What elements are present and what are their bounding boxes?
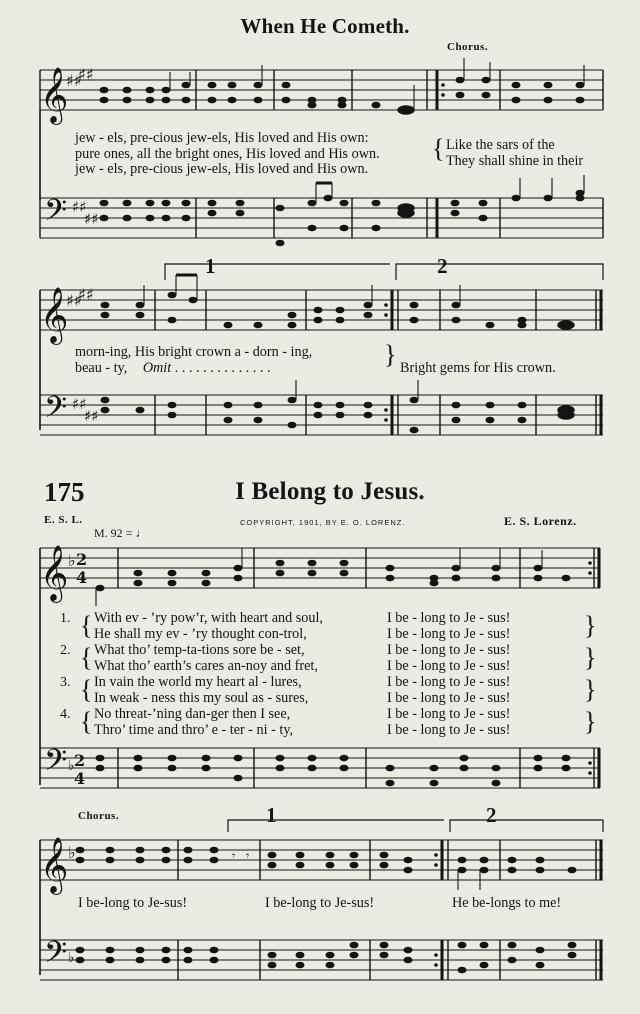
- svg-text:2: 2: [74, 751, 86, 770]
- hymn1-line: pure ones, all the bright ones, His loved and His own.: [75, 145, 380, 162]
- chorus-words-2: I be-long to Je-sus!: [265, 895, 375, 911]
- brace: }: [584, 707, 597, 736]
- hymn1-line: jew - els, pre-cious jew-els, His loved and His own.: [75, 161, 369, 178]
- verse-number: 4.: [60, 707, 71, 722]
- svg-text:♯♯: ♯♯: [84, 210, 99, 228]
- hymn-title-i-belong-to-jesus: I Belong to Jesus.: [235, 478, 425, 505]
- lyric-beauty: beau - ty,: [75, 360, 128, 376]
- refrain-line: I be - long to Je - sus!: [387, 610, 511, 626]
- svg-text:𝄞: 𝄞: [40, 287, 69, 343]
- ending-2-label-175: 2: [486, 803, 497, 827]
- staff-3-notes: [96, 548, 571, 606]
- brace: }: [584, 675, 597, 704]
- brace: {: [80, 643, 93, 672]
- hymn-number: 175: [44, 477, 85, 507]
- hymn1-verse-lines: [75, 131, 380, 178]
- svg-text:𝄾: 𝄾: [232, 849, 236, 863]
- refrain-line: I be - long to Je - sus!: [387, 658, 511, 674]
- svg-text:♯♯: ♯♯: [72, 198, 87, 216]
- svg-text:𝄞: 𝄞: [40, 67, 69, 123]
- omit-label: Omit: [142, 360, 172, 376]
- verse: [60, 707, 620, 739]
- svg-text:4: 4: [76, 568, 88, 587]
- staff-4-bass: [40, 936, 603, 980]
- ending-2-label: 2: [437, 254, 448, 278]
- svg-text:♭: ♭: [68, 950, 75, 966]
- hymn1-row2-line: morn-ing, His bright crown a - dorn - ing,: [75, 344, 313, 360]
- ending-1-label: 1: [205, 254, 216, 278]
- svg-text:𝄢: 𝄢: [44, 194, 68, 235]
- verse-number: 1.: [60, 611, 71, 626]
- svg-text:♯♯: ♯♯: [84, 407, 99, 425]
- svg-text:𝄞: 𝄞: [40, 545, 69, 601]
- chorus-words-1: I be-long to Je-sus!: [78, 895, 188, 911]
- refrain-line: I be - long to Je - sus!: [387, 674, 511, 690]
- verse-line-a: No threat-’ning dan-ger then I see,: [94, 706, 291, 722]
- hymn1-chorus-line: They shall shine in their: [446, 152, 584, 169]
- staff-3-bass: [40, 744, 600, 788]
- staff-4-bass-notes: [76, 942, 577, 974]
- svg-text:2: 2: [76, 550, 88, 569]
- hymn1-row2-line-b: [75, 361, 271, 377]
- svg-text:♭: ♭: [68, 758, 75, 774]
- svg-text:♯♯: ♯♯: [72, 395, 87, 413]
- staff-1-notes: [100, 58, 585, 114]
- verse-number: 2.: [60, 643, 71, 658]
- staff-2-notes: [101, 275, 575, 329]
- refrain-line: I be - long to Je - sus!: [387, 626, 511, 642]
- verse-line-b: He shall my ev - ’ry thought con-trol,: [94, 626, 307, 642]
- verse: [60, 611, 620, 643]
- staff-1-bass-notes: [100, 175, 585, 246]
- svg-text:𝄾: 𝄾: [246, 849, 250, 863]
- chorus-label: Chorus.: [447, 41, 489, 53]
- svg-text:𝄢: 𝄢: [44, 744, 68, 785]
- chorus-words-3: He be-longs to me!: [452, 895, 562, 911]
- svg-text:♯♯: ♯♯: [78, 65, 94, 84]
- svg-text:♯♯: ♯♯: [66, 291, 82, 310]
- verse-line-b: Thro’ time and thro’ e - ter - ni - ty,: [94, 722, 294, 738]
- verse-line-a: With ev - ’ry pow’r, with heart and soul,: [94, 610, 323, 626]
- verse-number: 3.: [60, 675, 71, 690]
- composer-credit: E. S. Lorenz.: [504, 514, 577, 528]
- hymn1-line: jew - els, pre-cious jew-els, His loved and His own:: [75, 130, 369, 146]
- verse: [60, 675, 620, 707]
- hymn-title-when-he-cometh: When He Cometh.: [240, 14, 410, 38]
- staff-4-notes: [76, 847, 577, 890]
- verse-line-a: In vain the world my heart al - lures,: [94, 674, 302, 690]
- verse-line-a: What tho’ temp-ta-tions sore be - set,: [94, 642, 305, 658]
- lyricist-credit: E. S. L.: [44, 514, 83, 526]
- hymn1-chorus-line: Like the sars of the: [446, 137, 555, 153]
- brace: {: [432, 134, 445, 163]
- copyright-notice: COPYRIGHT, 1901, BY E. O. LORENZ.: [240, 518, 406, 527]
- brace: }: [584, 643, 597, 672]
- svg-text:𝄞: 𝄞: [40, 837, 69, 893]
- refrain-line: I be - long to Je - sus!: [387, 722, 511, 738]
- verse: [60, 643, 620, 675]
- omit-dots: . . . . . . . . . . . . . .: [174, 360, 271, 376]
- brace: }: [384, 340, 397, 369]
- refrain-line: I be - long to Je - sus!: [387, 706, 511, 722]
- svg-text:♯♯: ♯♯: [78, 285, 94, 304]
- svg-text:♯♯: ♯♯: [66, 71, 82, 90]
- verse-line-b: What tho’ earth’s cares an-noy and fret,: [94, 658, 318, 674]
- svg-text:4: 4: [74, 769, 86, 788]
- refrain-line: I be - long to Je - sus!: [387, 690, 511, 706]
- verses-block: [60, 611, 620, 739]
- svg-text:𝄢: 𝄢: [44, 391, 68, 432]
- svg-text:𝄢: 𝄢: [44, 936, 68, 977]
- chorus-label-175: Chorus.: [78, 810, 120, 822]
- brace: {: [80, 707, 93, 736]
- brace: {: [80, 611, 93, 640]
- brace: }: [584, 611, 597, 640]
- verse-line-b: In weak - ness this my soul as - sures,: [94, 690, 309, 706]
- metronome-mark: M. 92 = ♩: [94, 526, 148, 540]
- brace: {: [80, 675, 93, 704]
- svg-text:♭: ♭: [68, 551, 76, 570]
- refrain-line: I be - long to Je - sus!: [387, 642, 511, 658]
- hymn1-row2-right: Bright gems for His crown.: [400, 360, 556, 376]
- ending-1-label-175: 1: [266, 803, 277, 827]
- hymn1-chorus-lines: [446, 138, 583, 169]
- svg-text:♭: ♭: [68, 843, 76, 862]
- staff-3-bass-notes: [96, 755, 571, 787]
